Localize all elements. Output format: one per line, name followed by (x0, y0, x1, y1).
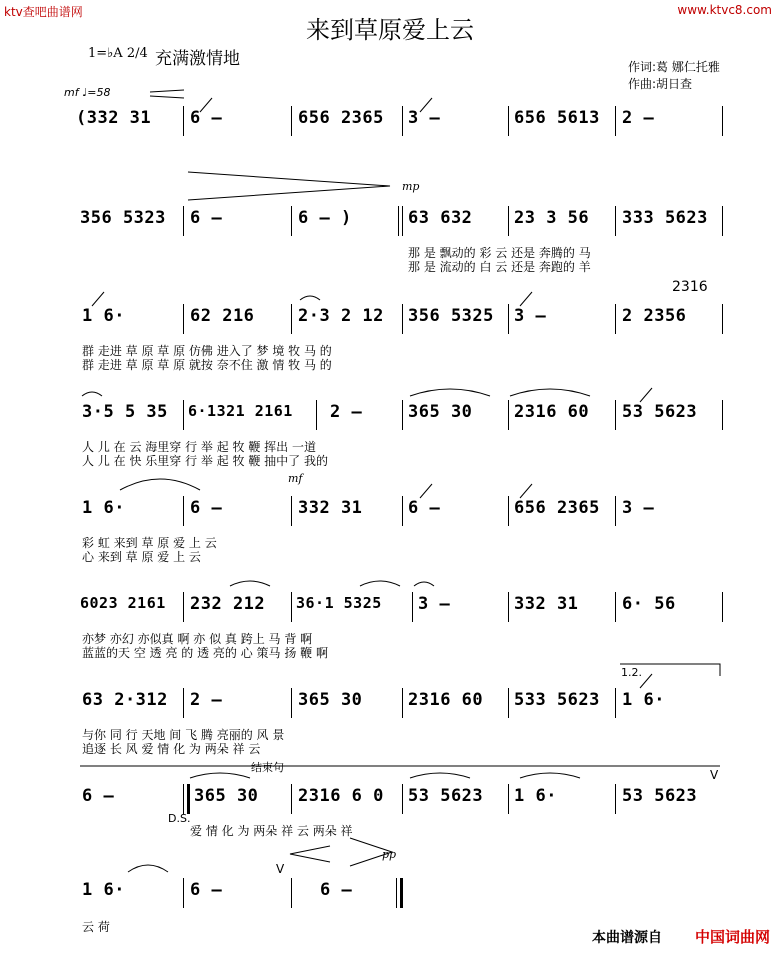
measure: 1 6· (82, 498, 125, 518)
measure: 3 – (514, 306, 547, 326)
measure: 656 2365 (298, 108, 384, 128)
lyric-line: 与你 同 行 天地 间 飞 腾 亮丽的 风 景 (82, 728, 285, 742)
breath-mark: V (276, 862, 285, 876)
segno-mf: mf (288, 472, 303, 485)
measure: 1 6· (514, 786, 557, 806)
measure: 53 5623 (408, 786, 484, 806)
barline (183, 206, 184, 236)
barline (291, 304, 292, 334)
measure: 3·5 5 35 (82, 402, 168, 422)
measure: 6 – (190, 880, 223, 900)
barline (722, 206, 723, 236)
measure: 365 30 (298, 690, 363, 710)
barline-thick (187, 784, 190, 814)
measure: 3 – (418, 594, 451, 614)
key-signature: 1=♭A 2/4 (88, 46, 148, 61)
page-title: 来到草原爱上云 (306, 16, 474, 44)
measure: 6023 2161 (80, 594, 166, 612)
measure: 62 216 (190, 306, 255, 326)
measure: 2 – (622, 108, 655, 128)
measure: 656 2365 (514, 498, 600, 518)
barline (508, 784, 509, 814)
dynamic-mp: mp (402, 180, 420, 193)
barline (722, 592, 723, 622)
staff-row-2 (0, 204, 780, 236)
barline (615, 496, 616, 526)
lyric-line: 追逐 长 风 爱 情 化 为 两朵 祥 云 (82, 742, 261, 756)
measure: 36·1 5325 (296, 594, 382, 612)
measure: 2316 60 (514, 402, 590, 422)
measure: 533 5623 (514, 690, 600, 710)
ending-phrase-label: 结束句 (248, 759, 287, 775)
barline (722, 106, 723, 136)
da-segno: D.S. (168, 812, 191, 825)
barline (508, 496, 509, 526)
measure: (332 31 (76, 108, 152, 128)
expression-mark: 充满激情地 (155, 49, 240, 69)
measure: 6 – (190, 208, 223, 228)
dynamic-pp: pp (382, 848, 397, 861)
measure: 3 – (622, 498, 655, 518)
measure: 6· 56 (622, 594, 676, 614)
source-label: 本曲谱源自 (592, 930, 662, 946)
barline (508, 688, 509, 718)
measure: 23 3 56 (514, 208, 590, 228)
barline (291, 206, 292, 236)
barline (183, 106, 184, 136)
lyric-line: 爱 情 化 为 两朵 祥 云 两朵 祥 (190, 824, 353, 838)
barline (396, 878, 397, 908)
measure: 365 30 (194, 786, 259, 806)
barline (615, 106, 616, 136)
barline (402, 400, 403, 430)
measure: 2 – (330, 402, 363, 422)
lyric-line: 那 是 流动的 白 云 还是 奔跑的 羊 (408, 260, 591, 274)
measure: 2 – (190, 690, 223, 710)
barline (183, 878, 184, 908)
staff-row-3 (0, 302, 780, 334)
barline (183, 592, 184, 622)
measure: 63 2·312 (82, 690, 168, 710)
barline (508, 304, 509, 334)
measure: 53 5623 (622, 786, 698, 806)
measure: 6 – (82, 786, 115, 806)
barline (508, 592, 509, 622)
measure: 332 31 (298, 498, 363, 518)
barline (398, 206, 399, 236)
barline (316, 400, 317, 430)
barline (183, 688, 184, 718)
barline (508, 400, 509, 430)
measure: 2316 60 (408, 690, 484, 710)
measure: 53 5623 (622, 402, 698, 422)
barline (291, 784, 292, 814)
lyricist-credit: 作词:葛 娜仁托雅 (628, 60, 720, 74)
barline (402, 496, 403, 526)
decrescendo-hairpin (188, 172, 390, 200)
lyric-line: 心 来到 草 原 爱 上 云 (82, 550, 201, 564)
barline (402, 304, 403, 334)
barline (615, 592, 616, 622)
measure: 1 6· (82, 306, 125, 326)
lyric-line: 彩 虹 来到 草 原 爱 上 云 (82, 536, 217, 550)
barline (402, 784, 403, 814)
lyric-line: 人 儿 在 快 乐里穿 行 举 起 牧 鞭 抽中了 我的 (82, 454, 328, 468)
slur (360, 581, 400, 586)
measure: 232 212 (190, 594, 266, 614)
over-note: 2316 (672, 279, 708, 295)
barline (291, 878, 292, 908)
measure: 6 – ) (298, 208, 352, 228)
measure: 1 6· (82, 880, 125, 900)
measure: 333 5623 (622, 208, 708, 228)
slur (410, 773, 470, 778)
measure: 365 30 (408, 402, 473, 422)
measure: 1 6· (622, 690, 665, 710)
measure: 2316 6 0 (298, 786, 384, 806)
barline (615, 400, 616, 430)
lyric-line: 蓝蓝的天 空 透 亮 的 透 亮的 心 策马 扬 鞭 啊 (82, 646, 328, 660)
staff-row-8 (0, 782, 780, 814)
measure: 356 5323 (80, 208, 166, 228)
barline (412, 592, 413, 622)
crescendo-hairpin (290, 846, 330, 862)
barline (508, 106, 509, 136)
barline (615, 688, 616, 718)
measure: 6 – (190, 498, 223, 518)
staff-row-7 (0, 686, 780, 718)
slur (128, 865, 168, 872)
barline (291, 496, 292, 526)
watermark-left: ktv查吧曲谱网 (4, 5, 83, 19)
barline (615, 784, 616, 814)
measure: 2 2356 (622, 306, 687, 326)
barline (402, 688, 403, 718)
measure: 6·1321 2161 (188, 402, 293, 420)
staff-row-6 (0, 590, 780, 622)
barline (722, 400, 723, 430)
lyric-line: 那 是 飘动的 彩 云 还是 奔腾的 马 (408, 246, 591, 260)
measure: 63 632 (408, 208, 473, 228)
measure: 6 – (190, 108, 223, 128)
measure: 656 5613 (514, 108, 600, 128)
lyric-line: 人 儿 在 云 海里穿 行 举 起 牧 鞭 挥出 一道 (82, 440, 316, 454)
composer-credit: 作曲:胡日查 (628, 77, 693, 91)
lyric-line: 群 走进 草 原 草 原 仿佛 进入了 梦 境 牧 马 的 (82, 344, 332, 358)
barline (183, 784, 184, 814)
measure: 3 – (408, 108, 441, 128)
barline (402, 106, 403, 136)
slur (120, 479, 200, 490)
barline-thick (400, 878, 403, 908)
barline (183, 304, 184, 334)
slur (300, 296, 320, 300)
barline (183, 496, 184, 526)
barline (402, 206, 403, 236)
watermark-right: www.ktvc8.com (677, 3, 772, 17)
barline (291, 688, 292, 718)
slur (520, 773, 580, 778)
barline (291, 592, 292, 622)
barline (722, 304, 723, 334)
slur (230, 581, 270, 586)
breath-mark: V (710, 768, 719, 782)
staff-row-1 (0, 104, 780, 136)
measure: 2·3 2 12 (298, 306, 384, 326)
barline (615, 304, 616, 334)
slur (414, 582, 434, 586)
staff-row-4 (0, 398, 780, 430)
barline (508, 206, 509, 236)
barline (183, 400, 184, 430)
barline (615, 206, 616, 236)
staff-row-5 (0, 494, 780, 526)
lyric-line: 群 走进 草 原 草 原 就按 奈不住 激 情 牧 马 的 (82, 358, 332, 372)
measure: 332 31 (514, 594, 579, 614)
source-link[interactable]: 中国词曲网 (694, 928, 770, 946)
slur (510, 389, 590, 396)
measure: 356 5325 (408, 306, 494, 326)
tempo-line (150, 90, 184, 98)
measure: 6 – (408, 498, 441, 518)
lyric-line: 亦梦 亦幻 亦似真 啊 亦 似 真 跨上 马 背 啊 (82, 632, 313, 646)
volta-mark: 1.2. (621, 666, 642, 679)
tempo-mark: mf ♩=58 (64, 86, 111, 99)
slur (82, 392, 102, 396)
slur (410, 389, 490, 396)
slur (190, 773, 250, 778)
staff-row-9 (0, 876, 780, 908)
measure: 6 – (320, 880, 353, 900)
barline (291, 106, 292, 136)
lyric-line: 云 荷 (82, 920, 110, 934)
